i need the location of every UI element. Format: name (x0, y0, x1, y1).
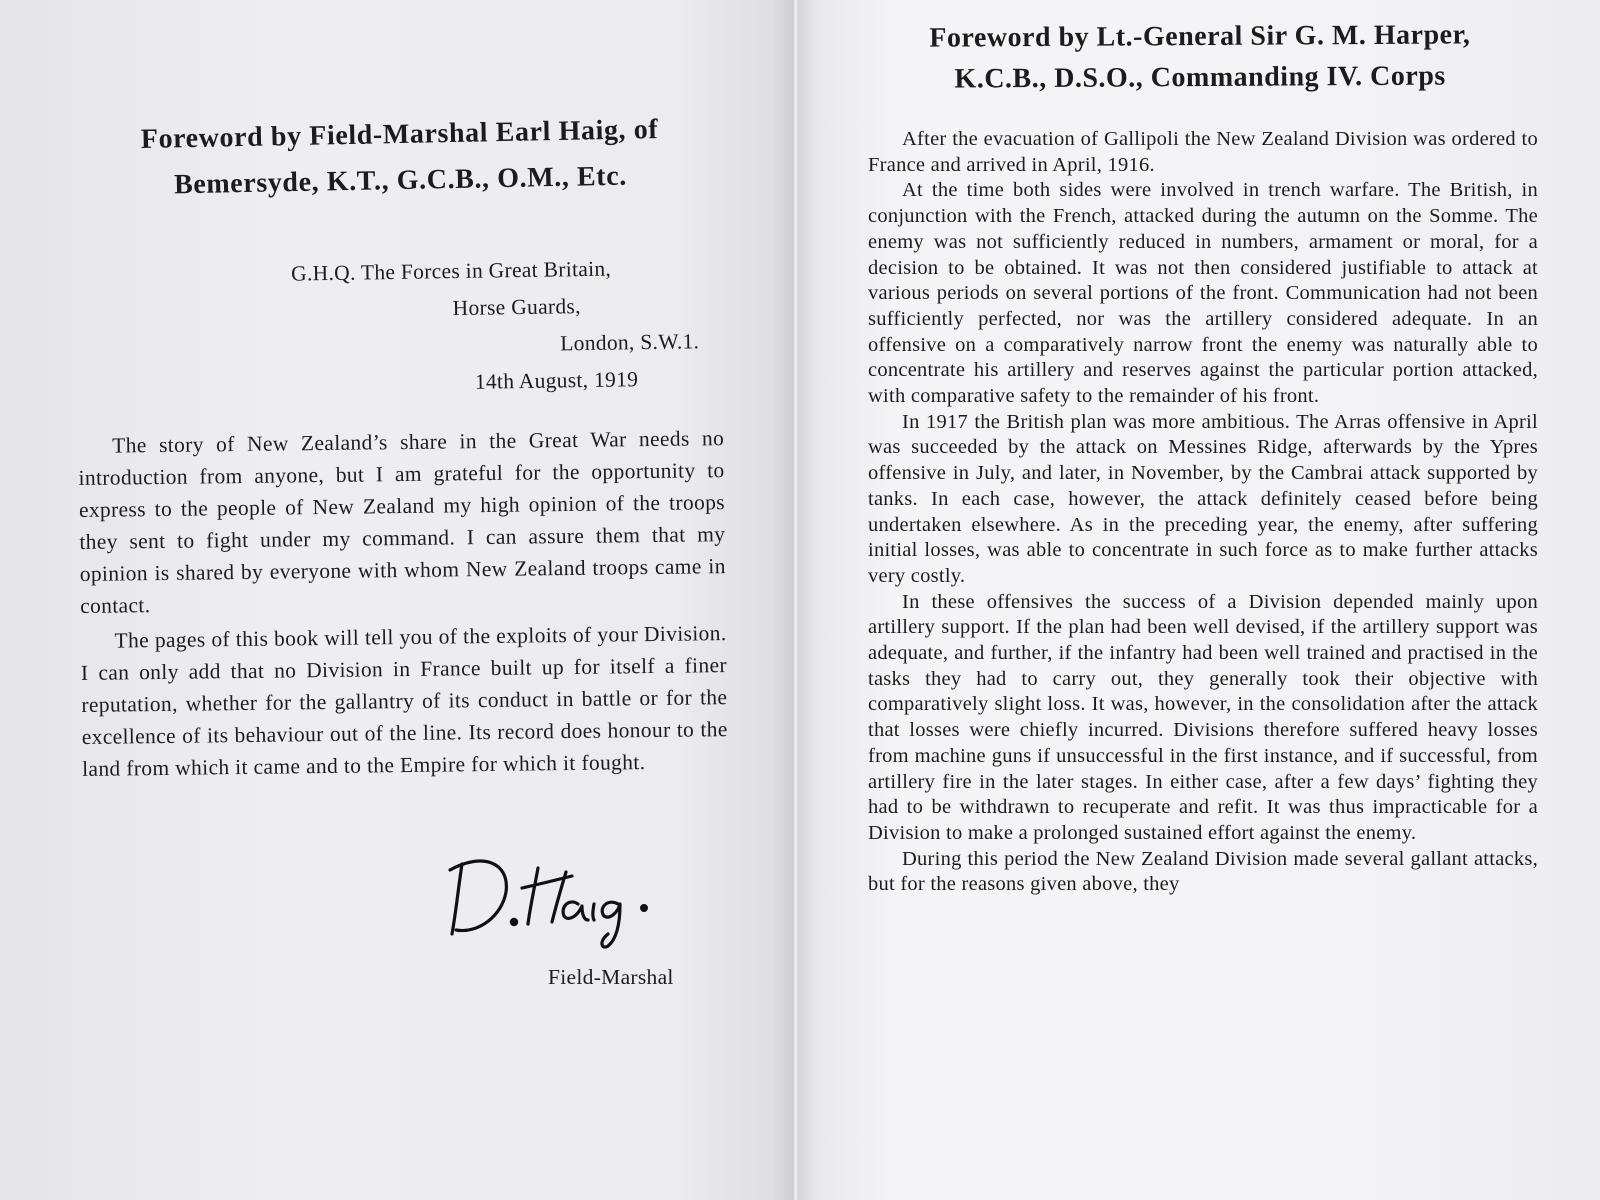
address-line: G.H.Q. The Forces in Great Britain, (290, 256, 612, 286)
right-page (798, 0, 1600, 1200)
page-shadow (798, 0, 818, 1200)
body-paragraph: In these offensives the success of a Division depended mainly upon artillery support. If the plan had been well devised, if the artillery support was adequate, and further, if the infantry had been well trained and practised in the tasks they had to carry out, they generally took their objective with comparatively slight loss. It was, however, in the consolidation after the attack that losses were chiefly incurred. Divisions therefore suffered heavy losses from machine guns if unsuccessful in the first instance, and if successful, from artillery fire in the later stages. In either case, after a few days’ fighting they had to be withdrawn to recuperate and refit. It was thus impracticable for a Division to make a prolonged sustained effort against the enemy. (868, 590, 1538, 844)
left-title-line: Foreword by Field-Marshal Earl Haig, of (140, 114, 659, 155)
letter-address-block (0, 248, 792, 408)
address-line: London, S.W.1. (560, 329, 700, 356)
left-title-line: Bemersyde, K.T., G.C.B., O.M., Etc. (173, 160, 628, 201)
left-body-text (78, 422, 728, 788)
body-paragraph: After the evacuation of Gallipoli the New Zealand Division was ordered to France and arrived in April, 1916. (868, 128, 1538, 176)
body-paragraph: The story of New Zealand’s share in the Great War needs no introduction from anyone, but I am grateful for the opportunity to express to the people of New Zealand my high opinion of the troops they sent to fight under my command. I can assure them that my opinion is shared by everyone with whom New Zealand troops came in contact. (78, 426, 726, 618)
body-paragraph: At the time both sides were involved in trench warfare. The British, in conjunction with the French, attacked during the autumn on the Somme. The enemy was not sufficiently reduced in numbers, armament or moral, for a decision to be obtained. It was not then considered justifiable to attack at various periods on several portions of the front. Communication had not been sufficiently perfected, nor was the artillery considered adequate. In an offensive on a comparatively narrow front the enemy was naturally able to concentrate his artillery and reserves against the particular portion attacked, with comparative safety to the remainder of his front. (868, 179, 1538, 408)
left-page (0, 0, 792, 1200)
right-title-line: Foreword by Lt.-General Sir G. M. Harper, (929, 19, 1471, 54)
left-foreword-title (59, 105, 741, 210)
address-line: Horse Guards, (452, 294, 581, 321)
right-body-text (868, 127, 1538, 898)
page-shadow (772, 0, 792, 1200)
haig-signature-image (448, 850, 668, 950)
signature-rank: Field-Marshal (548, 965, 674, 989)
right-title-line: K.C.B., D.S.O., Commanding IV. Corps (954, 60, 1446, 95)
right-foreword-title (860, 14, 1540, 100)
letter-date: 14th August, 1919 (474, 367, 639, 394)
body-paragraph: During this period the New Zealand Division made several gallant attacks, but for the reasons given above, they (868, 847, 1538, 896)
body-paragraph: The pages of this book will tell you of the exploits of your Division. I can only add that no Division in France built up for itself a finer reputation, whether for the gallantry of its conduct in battle or for the excellence of its behaviour out of the line. Its record does honour to the land from which it came and to the Empire for which it fought. (80, 621, 728, 781)
body-paragraph: In 1917 the British plan was more ambitious. The Arras offensive in April was succeeded by the attack on Messines Ridge, afterwards by the Ypres offensive in July, and later, in November, by the Cambrai attack supported by tanks. In each case, however, the attack definitely ceased before being undertaken elsewhere. As in the preceding year, the enemy, after suffering initial losses, was able to concentrate in such force as to make further attacks very costly. (868, 410, 1538, 587)
